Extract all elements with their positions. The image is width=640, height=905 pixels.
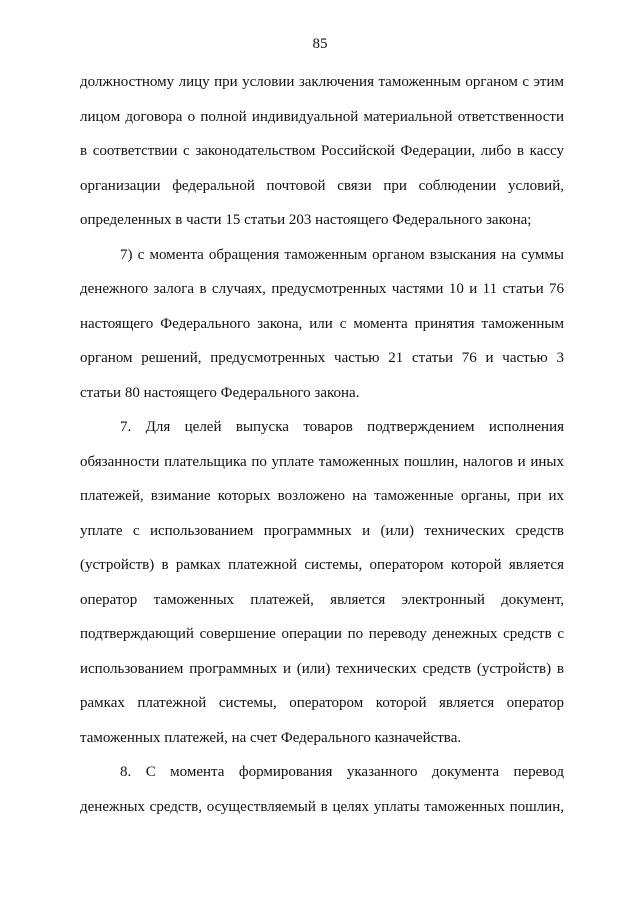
text-line: денежного залога в случаях, предусмотренных частями 10 и 11 статьи 76: [80, 281, 564, 297]
text-line: платежей, взимание которых возложено на таможенные органы, при их: [80, 488, 564, 504]
text-line: таможенных платежей, на счет Федерального казначейства.: [80, 729, 462, 746]
text-line: в соответствии с законодательством Российской Федерации, либо в кассу: [80, 143, 564, 159]
text-line: подтверждающий совершение операции по переводу денежных средств с: [80, 626, 564, 642]
text-line: уплате с использованием программных и (или) технических средств: [80, 522, 564, 539]
paragraph-continuation: [80, 65, 564, 238]
page-number: 85: [312, 36, 328, 52]
text-line: 7) с момента обращения таможенным органом взыскания на суммы: [120, 246, 564, 263]
text-line: 7. Для целей выпуска товаров подтверждением исполнения: [120, 419, 564, 435]
text-line: (устройств) в рамках платежной системы, оператором которой является: [80, 557, 564, 573]
paragraph-item-7: [80, 238, 564, 411]
paragraph-part-8: [80, 755, 564, 824]
paragraph-part-7: [80, 410, 564, 755]
text-line: денежных средств, осуществляемый в целях уплаты таможенных пошлин,: [80, 798, 564, 815]
text-line: организации федеральной почтовой связи при соблюдении условий,: [80, 177, 564, 194]
text-line: обязанности плательщика по уплате таможенных пошлин, налогов и иных: [80, 453, 564, 470]
document-body: [80, 65, 564, 824]
text-line: настоящего Федерального закона, или с момента принятия таможенным: [80, 315, 564, 332]
text-line: определенных в части 15 статьи 203 настоящего Федерального закона;: [80, 212, 532, 228]
text-line: органом решений, предусмотренных частью 21 статьи 76 и частью 3: [80, 350, 564, 366]
text-line: должностному лицу при условии заключения таможенным органом с этим: [80, 74, 564, 90]
text-line: использованием программных и (или) технических средств (устройств) в: [80, 660, 564, 677]
text-line: рамках платежной системы, оператором которой является оператор: [80, 695, 564, 711]
text-line: оператор таможенных платежей, является электронный документ,: [80, 591, 564, 608]
text-line: статьи 80 настоящего Федерального закона.: [80, 384, 360, 401]
text-line: лицом договора о полной индивидуальной материальной ответственности: [80, 108, 564, 125]
text-line: 8. С момента формирования указанного документа перевод: [120, 764, 564, 780]
